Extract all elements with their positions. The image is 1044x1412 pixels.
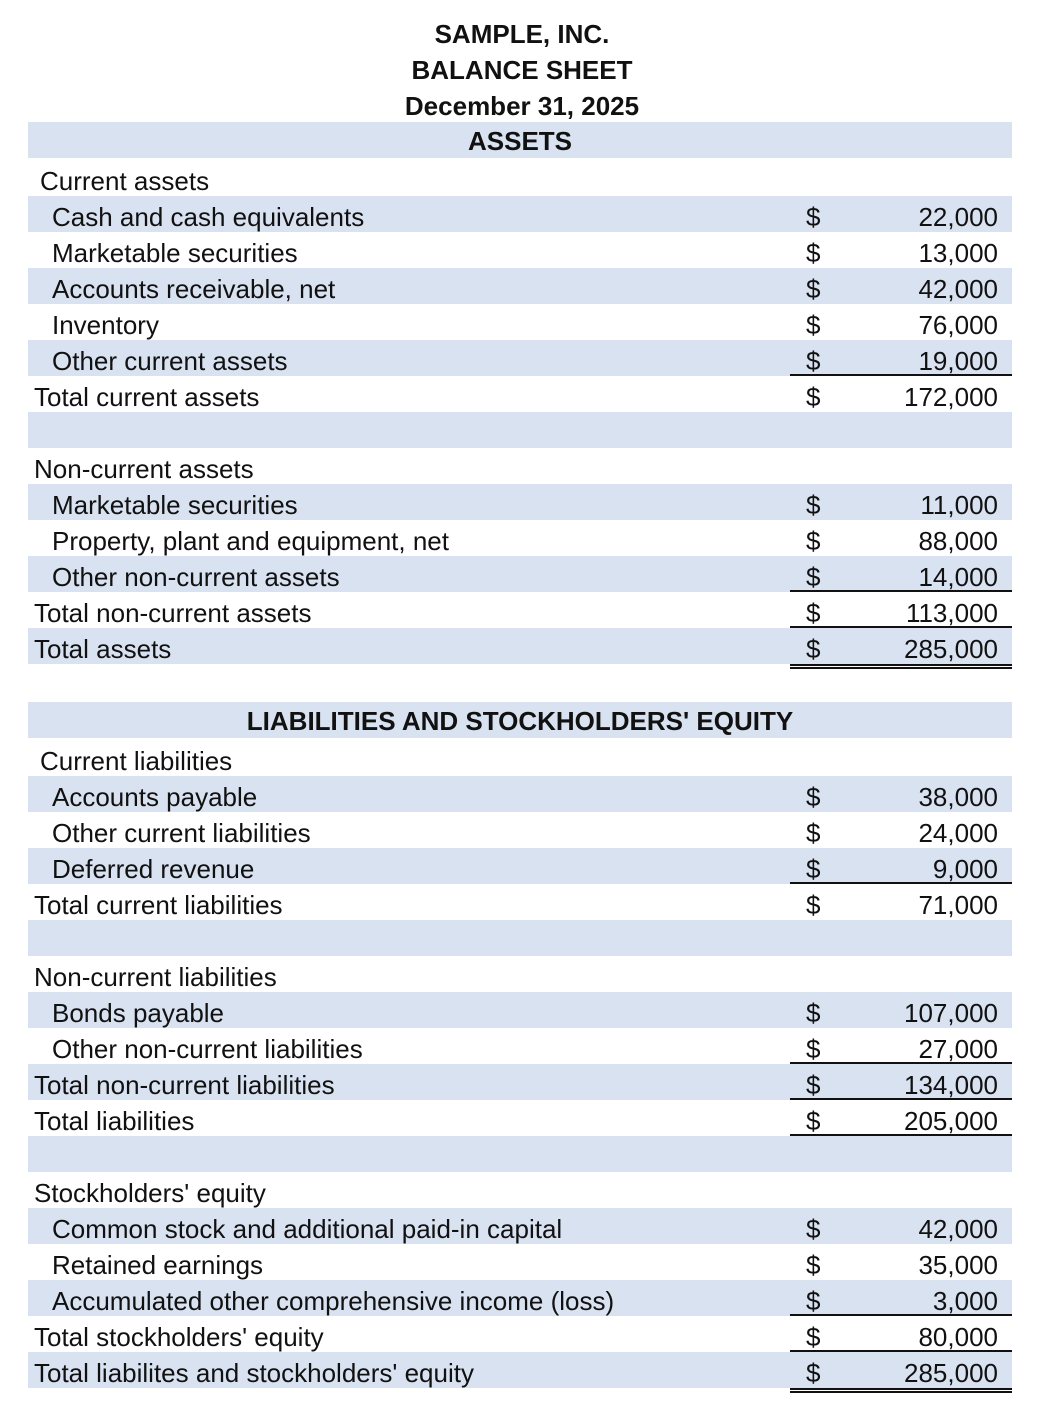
row-label: Marketable securities bbox=[52, 238, 298, 268]
amount-cell bbox=[790, 376, 1012, 412]
currency-symbol: $ bbox=[806, 202, 821, 232]
row-label: Accounts payable bbox=[52, 782, 258, 812]
total-row bbox=[28, 592, 1012, 628]
table-row bbox=[28, 340, 1012, 376]
amount-value: 71,000 bbox=[918, 890, 998, 920]
total-row bbox=[28, 884, 1012, 920]
equity-heading: Stockholders' equity bbox=[34, 1178, 266, 1208]
row-label: Cash and cash equivalents bbox=[52, 202, 365, 232]
amount-cell bbox=[790, 1064, 1012, 1100]
currency-symbol: $ bbox=[806, 310, 821, 340]
table-row bbox=[28, 992, 1012, 1028]
row-label: Accumulated other comprehensive income (loss) bbox=[52, 1286, 615, 1316]
table-row bbox=[28, 1244, 1012, 1280]
currency-symbol: $ bbox=[806, 998, 821, 1028]
amount-cell bbox=[790, 196, 1012, 232]
amount-value: 113,000 bbox=[905, 598, 998, 628]
amount-value: 134,000 bbox=[904, 1070, 998, 1100]
amount-value: 27,000 bbox=[918, 1034, 998, 1064]
amount-value: 14,000 bbox=[918, 562, 998, 592]
amount-cell bbox=[790, 776, 1012, 812]
amount-cell bbox=[790, 484, 1012, 520]
amount-cell bbox=[790, 520, 1012, 556]
table-row bbox=[28, 776, 1012, 812]
currency-symbol: $ bbox=[806, 526, 821, 556]
total-label: Total liabilites and stockholders' equity bbox=[34, 1358, 474, 1388]
currency-symbol: $ bbox=[806, 598, 821, 628]
amount-cell bbox=[790, 884, 1012, 920]
amount-value: 42,000 bbox=[918, 274, 998, 304]
amount-cell bbox=[790, 628, 1012, 669]
row-label: Deferred revenue bbox=[52, 854, 255, 884]
noncurrent-liabilities-heading-row bbox=[28, 956, 1012, 992]
currency-symbol: $ bbox=[806, 238, 821, 268]
row-label: Other current liabilities bbox=[52, 818, 311, 848]
amount-cell bbox=[790, 812, 1012, 848]
total-label: Total non-current liabilities bbox=[34, 1070, 335, 1100]
equity-heading-row bbox=[28, 1172, 1012, 1208]
table-row bbox=[28, 196, 1012, 232]
row-label: Common stock and additional paid-in capital bbox=[52, 1214, 563, 1244]
amount-value: 285,000 bbox=[904, 634, 998, 664]
currency-symbol: $ bbox=[806, 818, 821, 848]
currency-symbol: $ bbox=[806, 1250, 821, 1280]
row-label: Retained earnings bbox=[52, 1250, 264, 1280]
currency-symbol: $ bbox=[806, 1070, 821, 1100]
table-row bbox=[28, 812, 1012, 848]
table-row bbox=[28, 1028, 1012, 1064]
amount-value: 88,000 bbox=[918, 526, 998, 556]
amount-value: 3,000 bbox=[932, 1286, 998, 1316]
current-liabilities-heading: Current liabilities bbox=[40, 746, 233, 776]
statement-date: December 31, 2025 bbox=[404, 91, 640, 121]
row-label: Other non-current assets bbox=[52, 562, 340, 592]
amount-value: 24,000 bbox=[918, 818, 998, 848]
currency-symbol: $ bbox=[806, 274, 821, 304]
amount-cell bbox=[790, 1316, 1012, 1352]
currency-symbol: $ bbox=[806, 1358, 821, 1388]
total-label: Total stockholders' equity bbox=[34, 1322, 324, 1352]
amount-value: 205,000 bbox=[904, 1106, 998, 1136]
amount-cell bbox=[790, 1244, 1012, 1280]
statement-title: BALANCE SHEET bbox=[411, 55, 633, 85]
amount-cell bbox=[790, 340, 1012, 376]
currency-symbol: $ bbox=[806, 490, 821, 520]
table-row bbox=[28, 1280, 1012, 1316]
amount-cell bbox=[790, 232, 1012, 268]
amount-cell bbox=[790, 992, 1012, 1028]
current-liabilities-heading-row bbox=[28, 740, 1012, 776]
currency-symbol: $ bbox=[806, 346, 821, 376]
total-label: Total assets bbox=[34, 634, 172, 664]
currency-symbol: $ bbox=[806, 1034, 821, 1064]
total-label: Total current assets bbox=[34, 382, 260, 412]
grand-total-row bbox=[28, 628, 1012, 664]
amount-value: 285,000 bbox=[904, 1358, 998, 1388]
amount-cell bbox=[790, 1208, 1012, 1244]
table-row bbox=[28, 304, 1012, 340]
amount-value: 9,000 bbox=[932, 854, 998, 884]
amount-value: 42,000 bbox=[918, 1214, 998, 1244]
amount-cell bbox=[790, 848, 1012, 884]
row-label: Property, plant and equipment, net bbox=[52, 526, 449, 556]
currency-symbol: $ bbox=[806, 382, 821, 412]
amount-value: 80,000 bbox=[918, 1322, 998, 1352]
amount-value: 13,000 bbox=[918, 238, 998, 268]
total-row bbox=[28, 376, 1012, 412]
amount-value: 172,000 bbox=[904, 382, 998, 412]
current-assets-heading: Current assets bbox=[40, 166, 210, 196]
currency-symbol: $ bbox=[806, 1286, 821, 1316]
currency-symbol: $ bbox=[806, 634, 821, 664]
amount-cell bbox=[790, 1100, 1012, 1136]
total-label: Total current liabilities bbox=[34, 890, 283, 920]
currency-symbol: $ bbox=[806, 1214, 821, 1244]
table-row bbox=[28, 556, 1012, 592]
amount-cell bbox=[790, 304, 1012, 340]
table-row bbox=[28, 520, 1012, 556]
row-label: Marketable securities bbox=[52, 490, 298, 520]
amount-value: 107,000 bbox=[904, 998, 998, 1028]
amount-cell bbox=[790, 1352, 1012, 1393]
amount-cell bbox=[790, 592, 1012, 628]
spacer-band bbox=[28, 920, 1012, 956]
table-row bbox=[28, 268, 1012, 304]
currency-symbol: $ bbox=[806, 562, 821, 592]
total-row bbox=[28, 1100, 1012, 1136]
table-row bbox=[28, 232, 1012, 268]
total-label: Total non-current assets bbox=[34, 598, 312, 628]
currency-symbol: $ bbox=[806, 854, 821, 884]
amount-cell bbox=[790, 556, 1012, 592]
total-row bbox=[28, 1064, 1012, 1100]
current-assets-heading-row bbox=[28, 160, 1012, 196]
row-label: Accounts receivable, net bbox=[52, 274, 336, 304]
amount-value: 38,000 bbox=[918, 782, 998, 812]
table-row bbox=[28, 484, 1012, 520]
currency-symbol: $ bbox=[806, 1322, 821, 1352]
amount-value: 76,000 bbox=[918, 310, 998, 340]
currency-symbol: $ bbox=[806, 1106, 821, 1136]
row-label: Other non-current liabilities bbox=[52, 1034, 363, 1064]
currency-symbol: $ bbox=[806, 782, 821, 812]
currency-symbol: $ bbox=[806, 890, 821, 920]
spacer-band bbox=[28, 1136, 1012, 1172]
assets-heading: ASSETS bbox=[28, 122, 1012, 158]
grand-total-row bbox=[28, 1352, 1012, 1388]
noncurrent-assets-heading: Non-current assets bbox=[34, 454, 254, 484]
row-label: Bonds payable bbox=[52, 998, 225, 1028]
table-row bbox=[28, 848, 1012, 884]
noncurrent-assets-heading-row bbox=[28, 448, 1012, 484]
liabilities-equity-heading: LIABILITIES AND STOCKHOLDERS' EQUITY bbox=[28, 702, 1012, 738]
company-name: SAMPLE, INC. bbox=[434, 19, 610, 49]
amount-cell bbox=[790, 1028, 1012, 1064]
amount-value: 35,000 bbox=[918, 1250, 998, 1280]
amount-value: 11,000 bbox=[920, 490, 998, 520]
amount-value: 22,000 bbox=[918, 202, 998, 232]
amount-value: 19,000 bbox=[918, 346, 998, 376]
total-row bbox=[28, 1316, 1012, 1352]
table-row bbox=[28, 1208, 1012, 1244]
row-label: Inventory bbox=[52, 310, 159, 340]
spacer-band bbox=[28, 412, 1012, 448]
total-label: Total liabilities bbox=[34, 1106, 195, 1136]
amount-cell bbox=[790, 268, 1012, 304]
noncurrent-liabilities-heading: Non-current liabilities bbox=[34, 962, 277, 992]
row-label: Other current assets bbox=[52, 346, 288, 376]
amount-cell bbox=[790, 1280, 1012, 1316]
